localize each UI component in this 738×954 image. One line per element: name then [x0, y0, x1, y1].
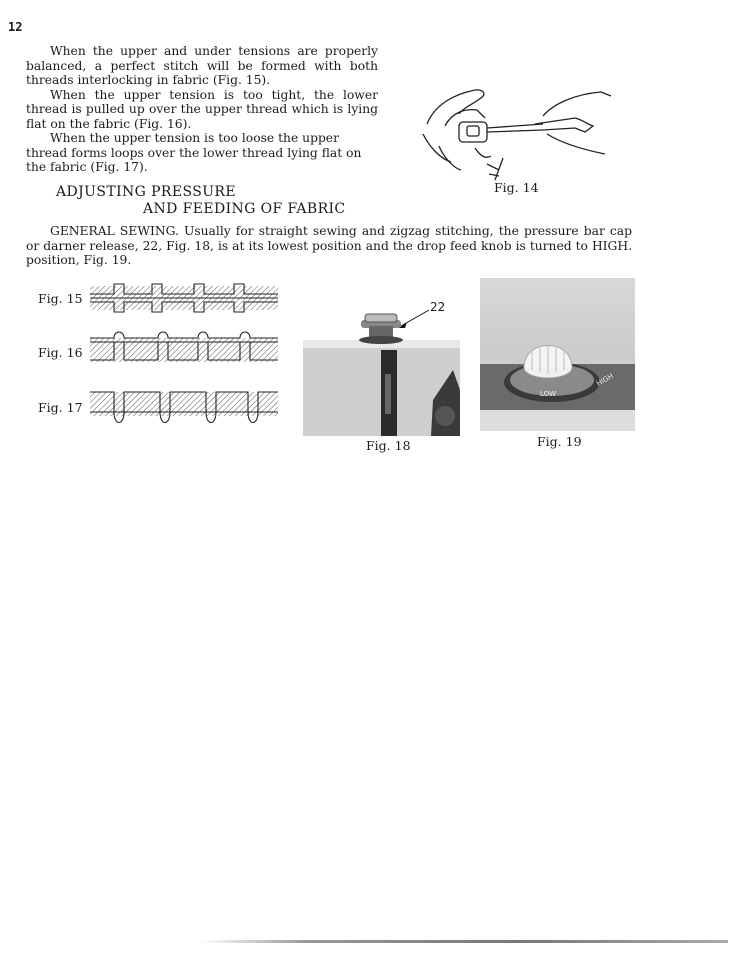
fig14-caption: Fig. 14: [494, 180, 539, 195]
fig15-stitch: [90, 284, 278, 312]
tension-text: [26, 44, 378, 175]
paragraph-balanced: When the upper and under tensions are properly balanced, a perfect stitch will be formed with both threads interlocking in fabric (Fig. 15).: [26, 44, 378, 87]
fig16-stitch: [90, 332, 278, 362]
callout-22: 22: [430, 300, 446, 314]
fig18-photo: [303, 290, 460, 436]
page-bottom-rule: [200, 940, 728, 943]
fig14-illustration: [415, 84, 615, 184]
heading-adjusting-pressure: ADJUSTING PRESSURE: [56, 184, 236, 200]
paragraph-too-tight: When the upper tension is too tight, the lower thread is pulled up over the upper thread which is lying flat on the fabric (Fig. 16).: [26, 87, 378, 131]
fig19-caption: Fig. 19: [537, 434, 582, 449]
general-sewing-paragraph: GENERAL SEWING. Usually for straight sewing and zigzag stitching, the pressure bar cap or darner release, 22, Fig. 18, is at its lowest position and the drop feed knob is turned to HIGH. position, Fig. 19.: [26, 224, 632, 267]
stitch-diagrams: [88, 280, 280, 430]
fig17-caption: Fig. 17: [38, 400, 83, 415]
heading-feeding-fabric: AND FEEDING OF FABRIC: [143, 201, 346, 217]
fig15-caption: Fig. 15: [38, 291, 83, 306]
knob-high-label: HIGH: [595, 372, 615, 388]
fig18-caption: Fig. 18: [366, 438, 411, 453]
fig16-caption: Fig. 16: [38, 345, 83, 360]
paragraph-too-loose: When the upper tension is too loose the upper thread forms loops over the lower thread lying flat on the fabric (Fig. 17).: [26, 131, 362, 174]
page-number: 12: [8, 20, 23, 34]
knob-low-label: LOW: [540, 390, 557, 398]
fig19-photo: [480, 278, 635, 431]
fig17-stitch: [90, 392, 278, 423]
